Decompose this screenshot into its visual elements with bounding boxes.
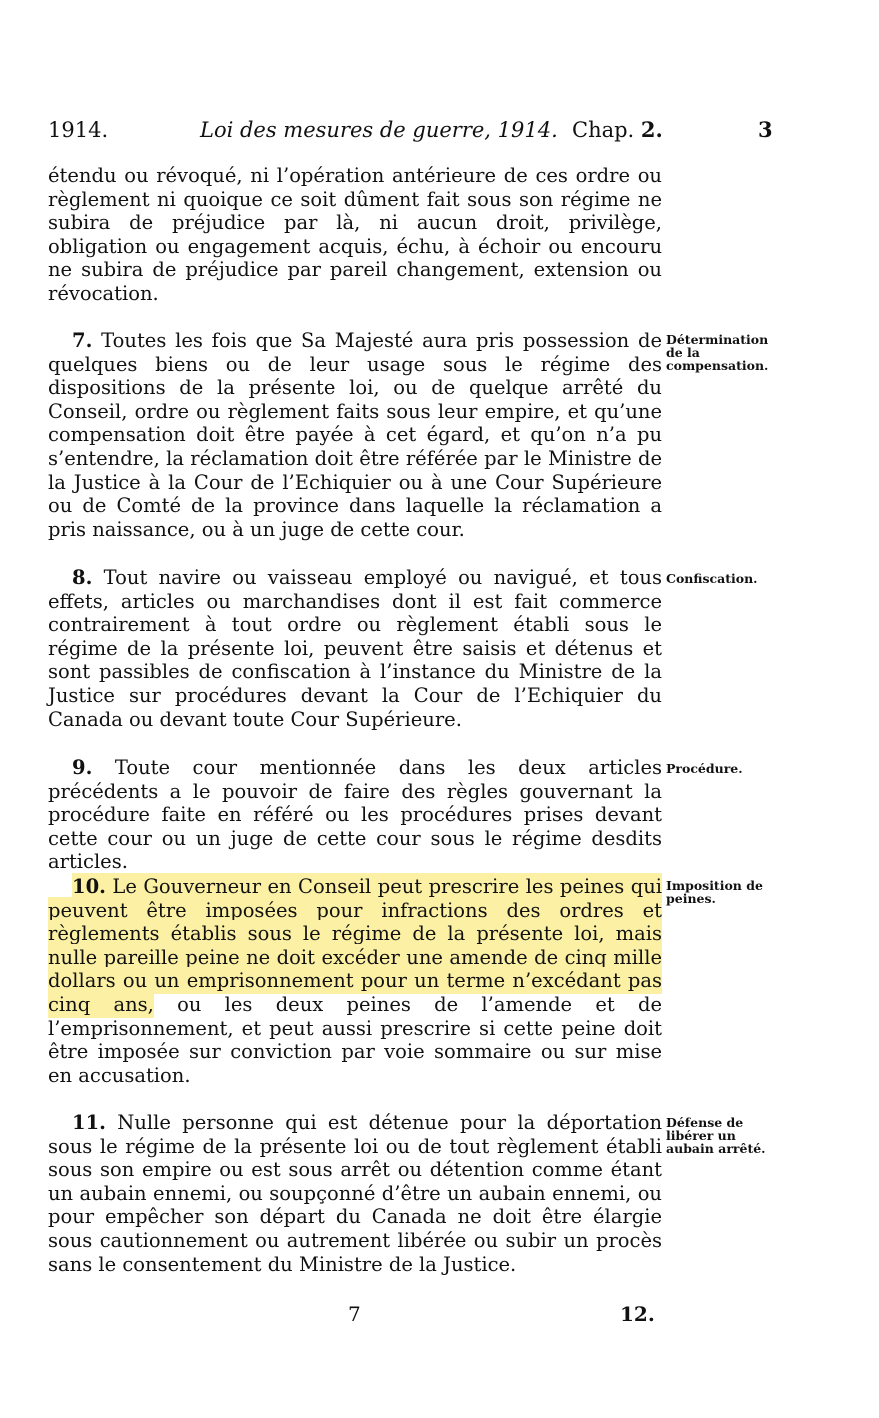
section-9-paragraph (48, 756, 662, 874)
section-10-remaining-text: ou les deux peines de l’amende et de l’emprisonnement, et peut aussi prescrire si cette peine doit être imposée sur conviction par voie sommaire ou sur mise en accusation. (48, 992, 662, 1087)
section-11 (48, 1111, 662, 1276)
section-7 (48, 329, 662, 541)
section-9-number: 9. (72, 756, 93, 779)
header-chapter-label: Chap. (572, 118, 635, 142)
section-7-text: Toutes les fois que Sa Majesté aura pris possession de quelques biens ou de leur usage sous le régime des dispositions de la présente loi, ou de quelque arrêté du Conseil, ordre ou règlement faits sous leur empire, et qu’une compensation doit être payée à cet égard, et qu’on n’a pu s’entendre, la réclamation doit être référée par le Ministre de la Justice à la Cour de l’Echiquier ou à une Cour Supérieure ou de Comté de la province dans laquelle la réclamation a pris naissance, ou à un juge de cette cour. (48, 329, 663, 541)
section-11-marginal-note: Défense de libérer un aubain arrêté. (666, 1115, 766, 1156)
section-11-number: 11. (72, 1111, 106, 1134)
header-page-number: 3 (758, 117, 773, 142)
section-10-marginal-note: Imposition de peines. (666, 878, 763, 906)
header-chapter (572, 115, 663, 145)
section-11-text: Nulle personne qui est détenue pour la déportation sous le régime de la présente loi ou de tout règlement établi sous son empire ou est sous arrêt ou détention comme étant un aubain ennemi, ou soupçonné d’être un aubain ennemi, ou pour empêcher son départ du Canada ne doit être élargie sous cautionnement ou autrement libérée ou subir un procès sans le consentement du Ministre de la Justice. (48, 1111, 662, 1276)
header-year: 1914. (48, 118, 109, 142)
header-title: Loi des mesures de guerre, 1914. (200, 118, 558, 142)
section-10-highlighted-text: Le Gouverneur en Conseil peut prescrire les peines qui peuvent être imposées pour infractions des ordres et règlements établis sous le régime de la présente loi, mais nulle pareille peine ne doit excéder une amende de cinq mille dollars ou un emprisonnement pour un terme n’excédant pas cinq ans, (48, 875, 663, 1016)
section-8-paragraph (48, 566, 662, 731)
section-9-text: Toute cour mentionnée dans les deux articles précédents a le pouvoir de faire des règles gouvernant la procédure faite en référé ou les procédures prises devant cette cour ou un juge de cette cour sous le régime desdits articles. (48, 756, 662, 874)
footer-catchword: 12. (620, 1302, 655, 1326)
section-10-number: 10. (72, 875, 106, 898)
section-10-paragraph (48, 875, 662, 1087)
section-8-marginal-note: Confiscation. (666, 571, 758, 586)
section-8-number: 8. (72, 566, 93, 589)
section-8-text: Tout navire ou vaisseau employé ou navigué, et tous effets, articles ou marchandises dont il est fait commerce contrairement à tout ordre ou règlement établi sous le régime de la présente loi, peuvent être saisis et détenus et sont passibles de confiscation à l’instance du Ministre de la Justice sur procédures devant la Cour de l’Echiquier du Canada ou devant toute Cour Supérieure. (48, 566, 663, 731)
section-9-marginal-note: Procédure. (666, 761, 743, 776)
section-7-number: 7. (72, 329, 93, 352)
header-chapter-number: 2. (640, 117, 663, 142)
section-10 (48, 875, 662, 1087)
section-7-marginal-note: Détermination de la compensation. (666, 332, 769, 373)
continued-paragraph: étendu ou révoqué, ni l’opération antérieure de ces ordre ou règlement ni quoique ce soit dûment fait sous son régime ne subira de préjudice par là, ni aucun droit, privilège, obligation ou engagement acquis, échu, à échoir ou encouru ne subira de préjudice par pareil changement, extension ou révocation. (48, 164, 662, 305)
section-9 (48, 756, 662, 874)
section-7-paragraph (48, 329, 662, 541)
section-8 (48, 566, 662, 731)
footer-signature-mark: 7 (348, 1302, 361, 1326)
section-11-paragraph (48, 1111, 662, 1276)
